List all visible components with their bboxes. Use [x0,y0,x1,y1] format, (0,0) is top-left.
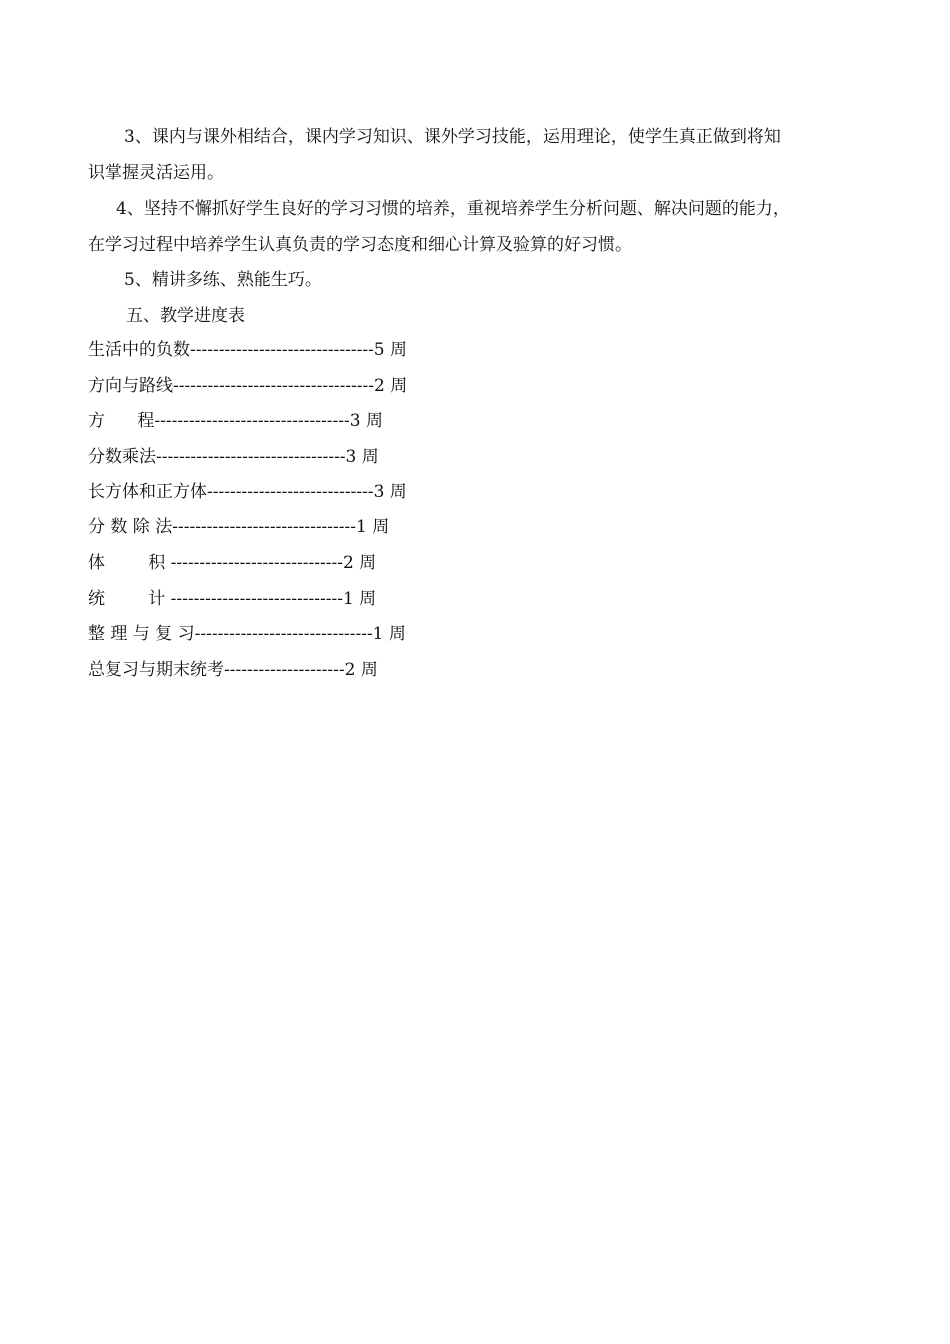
schedule-row: 方 程----------------------------------3 周 [88,411,383,431]
schedule-row: 分数乘法---------------------------------3 周 [88,447,379,467]
method-item-5: 5、精讲多练、熟能生巧。 [124,270,322,290]
schedule-row: 生活中的负数--------------------------------5 周 [88,340,408,360]
schedule-row: 分 数 除 法--------------------------------1 周 [88,517,390,537]
schedule-row: 整 理 与 复 习-------------------------------1 周 [88,624,406,644]
schedule-row: 方向与路线-----------------------------------2 周 [88,376,408,396]
method-item-3-line-2: 识掌握灵活运用。 [88,163,224,183]
method-item-3-line-1: 3、课内与课外相结合，课内学习知识、课外学习技能，运用理论，使学生真正做到将知 [124,127,781,147]
schedule-row: 体 积 ------------------------------2 周 [88,553,377,573]
schedule-row: 统 计 ------------------------------1 周 [88,589,377,609]
section-heading: 五、教学进度表 [126,306,245,326]
schedule-row: 总复习与期末统考---------------------2 周 [88,660,378,680]
method-item-4-line-2: 在学习过程中培养学生认真负责的学习态度和细心计算及验算的好习惯。 [88,235,632,255]
method-item-4-line-1: 4、坚持不懈抓好学生良好的学习习惯的培养，重视培养学生分析问题、解决问题的能力， [116,199,790,219]
schedule-row: 长方体和正方体-----------------------------3 周 [88,482,407,502]
